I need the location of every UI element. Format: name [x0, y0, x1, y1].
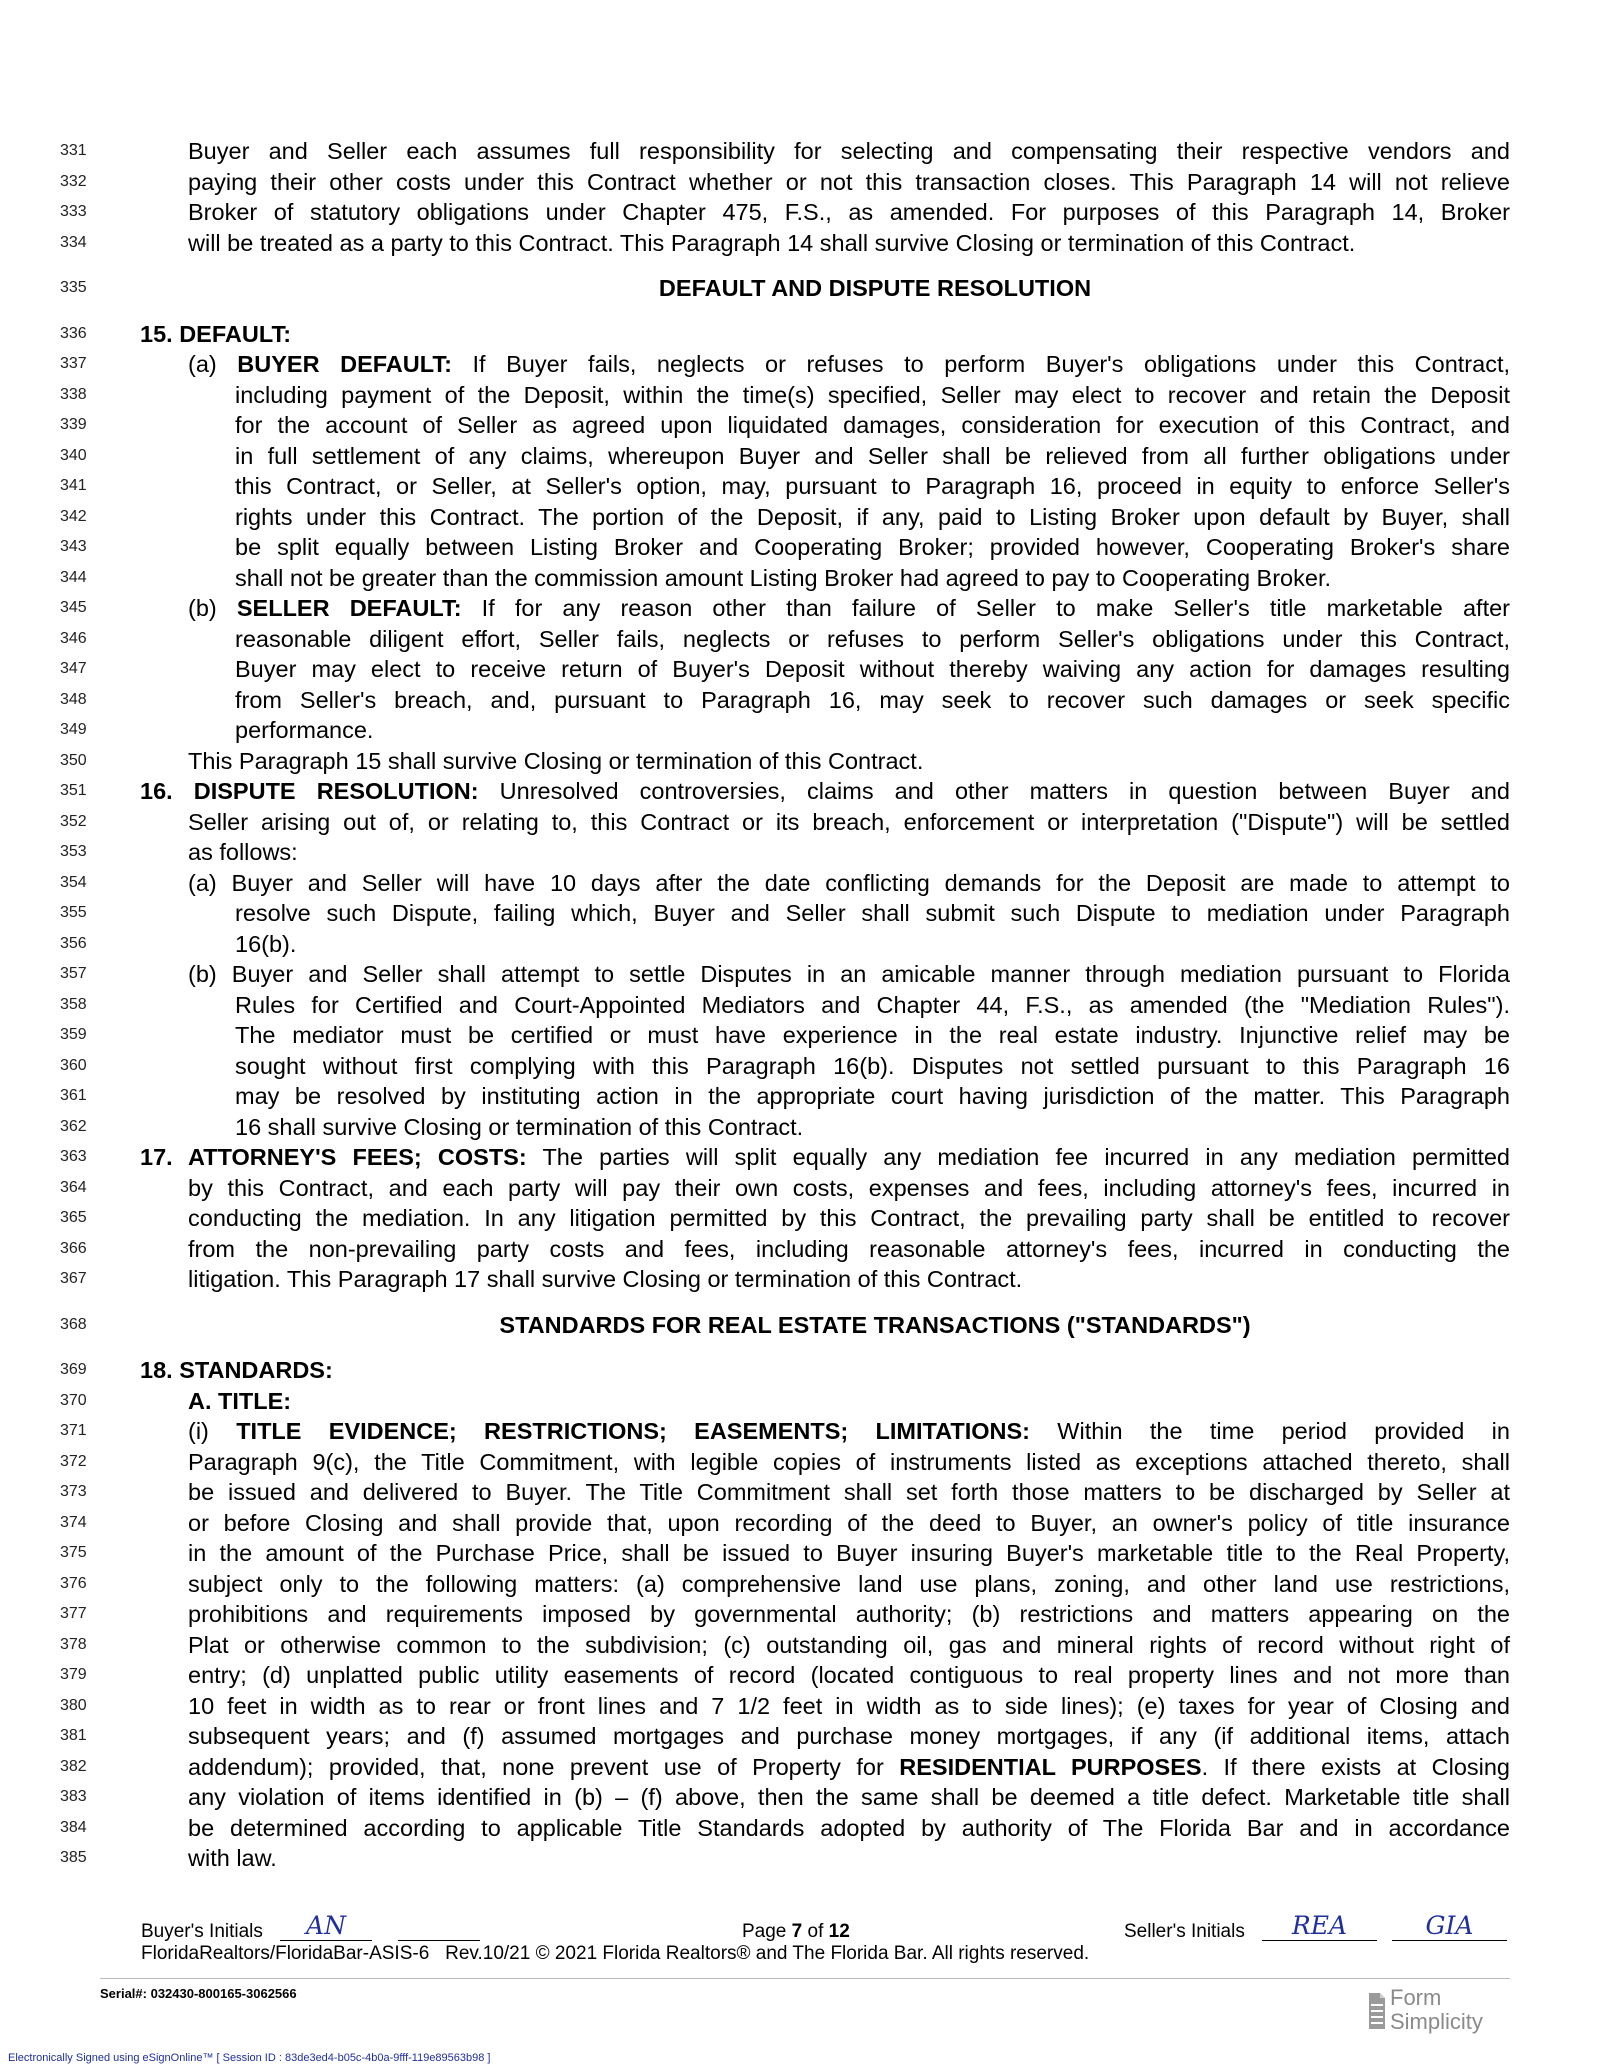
text-run: for the account of Seller as agreed upon liquidated damages, consideration for execution of this Contract, and	[235, 412, 1510, 438]
contract-line	[0, 1112, 1600, 1143]
text-run: be issued and delivered to Buyer. The Title Commitment shall set forth those matters to be discharged by Seller at	[188, 1479, 1510, 1505]
line-text	[188, 1752, 1510, 1782]
text-run: (b) Buyer and Seller shall attempt to settle Disputes in an amicable manner through mediation pursuant to Florida	[188, 961, 1510, 987]
line-text	[235, 1112, 1510, 1142]
line-text	[188, 1508, 1510, 1538]
text-run: Broker of statutory obligations under Chapter 475, F.S., as amended. For purposes of this Paragraph 14, Broker	[188, 199, 1510, 225]
line-text	[235, 563, 1510, 593]
line-number: 342	[60, 507, 87, 525]
line-text	[188, 1234, 1510, 1264]
line-text	[188, 349, 1510, 379]
text-run: (a) Buyer and Seller will have 10 days after the date conflicting demands for the Deposit are made to attempt to	[188, 869, 1510, 896]
line-text	[140, 1142, 1510, 1172]
line-number: 349	[60, 721, 87, 738]
line-text	[235, 471, 1510, 501]
text-run: this Contract, or Seller, at Seller's option, may, pursuant to Paragraph 16, proceed in equity to enforce Seller's	[235, 473, 1510, 499]
contract-line	[0, 1813, 1600, 1844]
section-heading	[240, 273, 1510, 303]
text-run: rights under this Contract. The portion of the Deposit, if any, paid to Listing Broker upon default by Buyer, shall	[235, 503, 1510, 530]
line-text	[235, 654, 1510, 684]
text-run: be split equally between Listing Broker and Cooperating Broker; provided however, Cooperating Broker's share	[235, 534, 1510, 560]
seller-initials-label: Seller's Initials	[1124, 1921, 1245, 1942]
line-text	[235, 1051, 1510, 1081]
contract-line	[0, 1630, 1600, 1661]
text-run: sought without first complying with this Paragraph 16(b). Disputes not settled pursuant to this Paragraph 16	[235, 1052, 1510, 1079]
contract-line	[0, 1569, 1600, 1600]
line-number: 335	[60, 279, 87, 296]
line-text	[140, 319, 1510, 349]
line-text	[188, 1782, 1510, 1812]
contract-line	[0, 1020, 1600, 1051]
line-number: 360	[60, 1056, 87, 1074]
text-run: as follows:	[188, 839, 298, 865]
text-run: (i)	[188, 1418, 237, 1444]
text-run: shall not be greater than the commission amount Listing Broker had agreed to pay to Cooperating Broker.	[235, 564, 1331, 591]
line-number: 362	[60, 1117, 87, 1135]
line-number: 353	[60, 843, 87, 860]
line-number: 384	[60, 1818, 87, 1836]
contract-line	[0, 1691, 1600, 1722]
text-run: including payment of the Deposit, within the time(s) specified, Seller may elect to recover and retain the Deposit	[235, 381, 1510, 408]
contract-line	[0, 1416, 1600, 1447]
text-run: This Paragraph 15 shall survive Closing or termination of this Contract.	[188, 747, 924, 774]
logo-line-1: Form	[1390, 1985, 1442, 2010]
contract-line	[0, 319, 1600, 350]
text-run: Unresolved controversies, claims and other matters in question between Buyer and	[478, 778, 1510, 804]
line-text	[235, 715, 1510, 745]
text-run: prohibitions and requirements imposed by governmental authority; (b) restrictions and matters appearing on the	[188, 1601, 1510, 1627]
text-run: Buyer may elect to receive return of Buyer's Deposit without thereby waiving any action for damages resulting	[235, 656, 1510, 682]
line-number: 376	[60, 1574, 87, 1592]
bold-term: 16. DISPUTE RESOLUTION:	[140, 778, 479, 804]
text-run: The mediator must be certified or must have experience in the real estate industry. Injunctive relief may be	[235, 1022, 1510, 1048]
text-run: If Buyer fails, neglects or refuses to perform Buyer's obligations under this Contract,	[451, 351, 1510, 377]
line-text	[235, 410, 1510, 440]
bold-term: 17. ATTORNEY'S FEES; COSTS:	[140, 1144, 527, 1170]
line-number: 355	[60, 904, 87, 921]
line-text	[235, 441, 1510, 471]
line-text	[235, 929, 1510, 959]
buyer-initials-1[interactable]: AN	[280, 1912, 372, 1941]
line-text	[188, 1660, 1510, 1690]
line-number: 374	[60, 1513, 87, 1531]
bold-term: A. TITLE:	[188, 1387, 292, 1414]
line-text	[188, 136, 1510, 166]
line-number: 348	[60, 690, 87, 708]
line-number: 356	[60, 934, 87, 952]
line-text	[235, 685, 1510, 715]
line-text	[235, 624, 1510, 654]
line-number: 368	[60, 1315, 87, 1333]
bold-term: TITLE EVIDENCE; RESTRICTIONS; EASEMENTS; LIMITATIONS:	[236, 1418, 1030, 1444]
line-text	[188, 1569, 1510, 1599]
line-text	[188, 1843, 1510, 1873]
line-number: 344	[60, 568, 87, 586]
footer-divider	[100, 1978, 1510, 1979]
contract-line	[0, 1599, 1600, 1630]
form-id: FloridaRealtors/FloridaBar-ASIS-6	[141, 1943, 430, 1964]
contract-line	[0, 1310, 1600, 1341]
line-text	[188, 1691, 1510, 1721]
line-number: 365	[60, 1209, 87, 1226]
line-number: 350	[60, 751, 87, 769]
contract-line	[0, 1721, 1600, 1752]
contract-line	[0, 776, 1600, 807]
contract-line	[0, 624, 1600, 655]
line-number: 385	[60, 1849, 87, 1866]
line-number: 378	[60, 1635, 87, 1653]
contract-line	[0, 1660, 1600, 1691]
line-number: 363	[60, 1148, 87, 1165]
line-number: 346	[60, 629, 87, 647]
line-text	[188, 1538, 1510, 1568]
line-number: 361	[60, 1087, 87, 1104]
contract-line	[0, 167, 1600, 198]
contract-line	[0, 1173, 1600, 1204]
line-number: 370	[60, 1391, 87, 1409]
line-number: 341	[60, 477, 87, 494]
contract-line	[0, 1386, 1600, 1417]
line-number: 369	[60, 1361, 87, 1378]
line-number: 343	[60, 538, 87, 555]
page-indicator	[742, 1920, 850, 1944]
contract-line	[0, 228, 1600, 259]
contract-line	[0, 715, 1600, 746]
text-run: addendum); provided, that, none prevent use of Property for	[188, 1753, 900, 1780]
contract-line	[0, 929, 1600, 960]
contract-line	[0, 410, 1600, 441]
contract-line	[0, 1752, 1600, 1783]
line-text	[188, 1264, 1510, 1294]
text-run: STANDARDS FOR REAL ESTATE TRANSACTIONS ("STANDARDS")	[499, 1311, 1251, 1338]
contract-line	[0, 532, 1600, 563]
contract-line	[0, 502, 1600, 533]
text-run: . If there exists at Closing	[1201, 1753, 1511, 1780]
text-run: will be treated as a party to this Contract. This Paragraph 14 shall survive Closing or termination of this Contract.	[188, 229, 1356, 256]
line-number: 334	[60, 233, 87, 251]
text-run: from Seller's breach, and, pursuant to Paragraph 16, may seek to recover such damages or seek specific	[235, 686, 1510, 713]
text-run: subsequent years; and (f) assumed mortgages and purchase money mortgages, if any (if additional items, attach	[188, 1723, 1510, 1749]
line-number: 364	[60, 1178, 87, 1196]
contract-line	[0, 136, 1600, 167]
line-number: 337	[60, 355, 87, 372]
line-text	[188, 1447, 1510, 1477]
page-prefix: Page	[742, 1921, 792, 1942]
contract-line	[0, 1508, 1600, 1539]
contract-line	[0, 1355, 1600, 1386]
line-text	[140, 776, 1510, 806]
bold-term: SELLER DEFAULT:	[236, 595, 462, 621]
form-copyright	[141, 1942, 1089, 1966]
contract-body	[0, 136, 1600, 1874]
line-number: 332	[60, 172, 87, 190]
bold-term: 15. DEFAULT:	[140, 320, 292, 347]
text-run: by this Contract, and each party will pay their own costs, expenses and fees, including attorney's fees, incurred in	[188, 1174, 1510, 1201]
line-text	[235, 532, 1510, 562]
line-text	[188, 1813, 1510, 1843]
logo-line-2: Simplicity	[1390, 2009, 1483, 2034]
text-run: in full settlement of any claims, whereupon Buyer and Seller shall be relieved from all further obligations under	[235, 442, 1510, 469]
contract-line	[0, 837, 1600, 868]
text-run: paying their other costs under this Contract whether or not this transaction closes. This Paragraph 14 will not relieve	[188, 168, 1510, 195]
contract-line	[0, 685, 1600, 716]
contract-line	[0, 1782, 1600, 1813]
line-number: 380	[60, 1696, 87, 1714]
contract-line	[0, 807, 1600, 838]
text-run: in the amount of the Purchase Price, shall be issued to Buyer insuring Buyer's marketable title to the Real Property,	[188, 1540, 1510, 1566]
text-run: from the non-prevailing party costs and fees, including reasonable attorney's fees, incurred in conducting the	[188, 1235, 1510, 1262]
line-text	[188, 807, 1510, 837]
text-run: litigation. This Paragraph 17 shall survive Closing or termination of this Contract.	[188, 1266, 1023, 1292]
text-run: Rules for Certified and Court-Appointed Mediators and Chapter 44, F.S., as amended (the "Mediation Rules").	[235, 991, 1510, 1018]
contract-line	[0, 273, 1600, 304]
seller-initials-1[interactable]: REA	[1262, 1912, 1377, 1941]
line-text	[188, 593, 1510, 623]
line-number: 373	[60, 1483, 87, 1500]
contract-line	[0, 990, 1600, 1021]
line-number: 336	[60, 324, 87, 342]
contract-line	[0, 1051, 1600, 1082]
contract-line	[0, 441, 1600, 472]
line-text	[235, 990, 1510, 1020]
text-run: 10 feet in width as to rear or front lines and 7 1/2 feet in width as to side lines); (e) taxes for year of Closing and	[188, 1692, 1510, 1719]
line-number: 383	[60, 1788, 87, 1805]
line-text	[188, 1599, 1510, 1629]
line-text	[235, 1081, 1510, 1111]
line-number: 351	[60, 782, 87, 799]
contract-line	[0, 959, 1600, 990]
contract-line	[0, 1203, 1600, 1234]
line-number: 375	[60, 1544, 87, 1561]
contract-line	[0, 1142, 1600, 1173]
line-number: 377	[60, 1605, 87, 1622]
contract-line	[0, 1843, 1600, 1874]
esign-stamp: Electronically Signed using eSignOnline™ [ Session ID : 83de3ed4-b05c-4b0a-9fff-119e89563b98 ]	[8, 2052, 491, 2064]
contract-line	[0, 380, 1600, 411]
contract-line	[0, 746, 1600, 777]
contract-line	[0, 1081, 1600, 1112]
line-text	[188, 1173, 1510, 1203]
line-text	[188, 197, 1510, 227]
line-number: 358	[60, 995, 87, 1013]
text-run: 16(b).	[235, 930, 297, 957]
text-run: Buyer and Seller each assumes full responsibility for selecting and compensating their respective vendors and	[188, 138, 1510, 164]
text-run: any violation of items identified in (b) – (f) above, then the same shall be deemed a title defect. Marketable title shall	[188, 1784, 1510, 1810]
line-text	[235, 502, 1510, 532]
line-number: 381	[60, 1727, 87, 1744]
contract-line	[0, 563, 1600, 594]
line-text	[235, 1020, 1510, 1050]
text-run: 16 shall survive Closing or termination of this Contract.	[235, 1113, 804, 1140]
text-run: be determined according to applicable Title Standards adopted by authority of The Florida Bar and in accordance	[188, 1814, 1510, 1841]
text-run: If for any reason other than failure of Seller to make Seller's title marketable after	[461, 595, 1510, 621]
logo-text	[1390, 1986, 1483, 2034]
text-run: subject only to the following matters: (a) comprehensive land use plans, zoning, and other land use restrictions,	[188, 1570, 1510, 1597]
contract-line	[0, 1234, 1600, 1265]
line-text	[188, 1721, 1510, 1751]
contract-line	[0, 654, 1600, 685]
line-number: 367	[60, 1270, 87, 1287]
line-number: 354	[60, 873, 87, 891]
line-text	[188, 1203, 1510, 1233]
text-run: Paragraph 9(c), the Title Commitment, with legible copies of instruments listed as exceptions attached thereto, shall	[188, 1448, 1510, 1475]
text-run: Within the time period provided in	[1029, 1418, 1510, 1444]
line-text	[235, 898, 1510, 928]
bold-term: RESIDENTIAL PURPOSES	[899, 1753, 1202, 1780]
line-number: 347	[60, 660, 87, 677]
line-number: 379	[60, 1666, 87, 1683]
page-current: 7	[791, 1921, 803, 1942]
form-simplicity-logo	[1368, 1986, 1508, 2036]
text-run: performance.	[235, 717, 374, 743]
text-run: conducting the mediation. In any litigation permitted by this Contract, the prevailing party shall be entitled to recover	[188, 1205, 1510, 1231]
line-number: 340	[60, 446, 87, 464]
line-text	[188, 837, 1510, 867]
text-run: may be resolved by instituting action in the appropriate court having jurisdiction of the matter. This Paragraph	[235, 1083, 1510, 1109]
line-text	[188, 228, 1510, 258]
line-text	[140, 1355, 1510, 1385]
line-number: 352	[60, 812, 87, 830]
line-number: 382	[60, 1757, 87, 1775]
document-icon	[1368, 1992, 1386, 2030]
line-text	[188, 1630, 1510, 1660]
page-total: 12	[828, 1921, 850, 1942]
serial-number: Serial#: 032430-800165-3062566	[100, 1986, 297, 2001]
text-run: Seller arising out of, or relating to, this Contract or its breach, enforcement or interpretation ("Dispute") will be settled	[188, 808, 1510, 835]
contract-line	[0, 197, 1600, 228]
contract-line	[0, 349, 1600, 380]
section-heading	[240, 1310, 1510, 1340]
line-number: 338	[60, 385, 87, 403]
buyer-initials-label: Buyer's Initials	[141, 1921, 263, 1942]
line-text	[188, 167, 1510, 197]
bold-term: BUYER DEFAULT:	[237, 351, 452, 377]
text-run: entry; (d) unplatted public utility easements of record (located contiguous to real property lines and not more than	[188, 1662, 1510, 1688]
line-text	[188, 1386, 1510, 1416]
line-number: 339	[60, 416, 87, 433]
contract-line	[0, 1264, 1600, 1295]
text-run: or before Closing and shall provide that, upon recording of the deed to Buyer, an owner's policy of title insurance	[188, 1509, 1510, 1536]
line-text	[188, 1477, 1510, 1507]
line-number: 371	[60, 1422, 87, 1439]
line-text	[188, 1416, 1510, 1446]
line-text	[188, 959, 1510, 989]
buyer-initials-2[interactable]	[398, 1912, 480, 1941]
seller-initials-2[interactable]: GIA	[1392, 1912, 1507, 1941]
text-run: (b)	[188, 595, 237, 621]
text-run: The parties will split equally any mediation fee incurred in any mediation permitted	[526, 1144, 1510, 1170]
contract-line	[0, 868, 1600, 899]
text-run: Plat or otherwise common to the subdivision; (c) outstanding oil, gas and mineral rights of record without right of	[188, 1631, 1510, 1658]
line-text	[235, 380, 1510, 410]
text-run: DEFAULT AND DISPUTE RESOLUTION	[658, 275, 1092, 301]
line-number: 345	[60, 599, 87, 616]
line-number: 333	[60, 203, 87, 220]
contract-line	[0, 593, 1600, 624]
initials-row	[0, 1912, 1600, 1946]
text-run: with law.	[188, 1845, 277, 1871]
text-run: resolve such Dispute, failing which, Buyer and Seller shall submit such Dispute to mediation under Paragraph	[235, 900, 1510, 926]
line-number: 331	[60, 142, 87, 159]
contract-line	[0, 1538, 1600, 1569]
contract-line	[0, 471, 1600, 502]
line-number: 366	[60, 1239, 87, 1257]
text-run: (a)	[188, 351, 238, 377]
contract-line	[0, 898, 1600, 929]
line-number: 357	[60, 965, 87, 982]
form-revision: Rev.10/21 © 2021 Florida Realtors® and The Florida Bar. All rights reserved.	[445, 1943, 1090, 1964]
line-text	[188, 868, 1510, 898]
contract-line	[0, 1447, 1600, 1478]
line-text	[188, 746, 1510, 776]
page-of: of	[802, 1921, 829, 1942]
line-number: 359	[60, 1026, 87, 1043]
line-number: 372	[60, 1452, 87, 1470]
bold-term: 18. STANDARDS:	[140, 1357, 333, 1383]
contract-line	[0, 1477, 1600, 1508]
text-run: reasonable diligent effort, Seller fails, neglects or refuses to perform Seller's obligations under this Contract,	[235, 625, 1510, 652]
